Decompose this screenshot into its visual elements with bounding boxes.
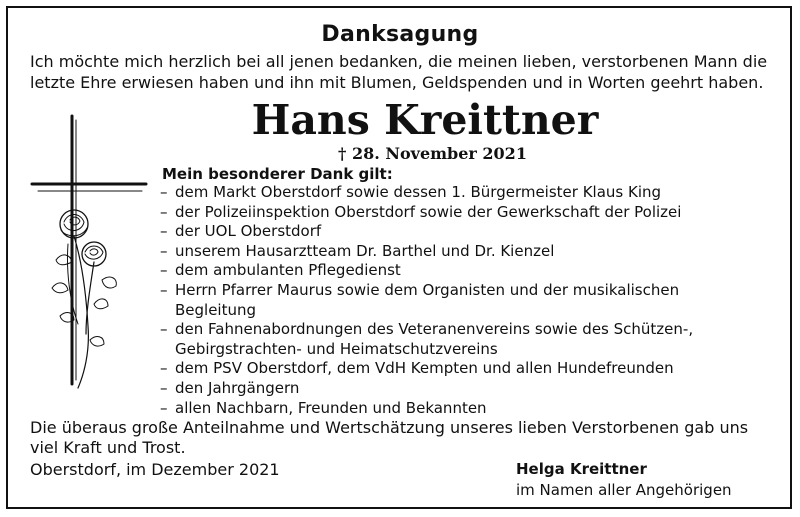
list-item-text: allen Nachbarn, Freunden und Bekannten [175, 398, 487, 417]
list-item-text: unserem Hausarztteam Dr. Barthel und Dr. Kienzel [175, 241, 555, 260]
list-item-text: den Fahnenabordnungen des Veteranenvereins sowie des Schützen-, Gebirgstrachten- und Heimatschutzvereins [175, 320, 694, 358]
place-date: Oberstdorf, im Dezember 2021 [30, 460, 280, 479]
list-item-text: dem ambulanten Pflegedienst [175, 261, 401, 280]
thanks-list [160, 183, 760, 418]
list-item-text: der Polizeiinspektion Oberstdorf sowie der Gewerkschaft der Polizei [175, 202, 682, 221]
deceased-name: Hans Kreittner [251, 96, 599, 144]
dash-bullet: – [160, 183, 168, 201]
list-item [160, 242, 760, 262]
dash-bullet: – [160, 280, 168, 299]
list-item [160, 379, 760, 399]
dash-bullet: – [160, 359, 168, 378]
dash-bullet: – [160, 202, 168, 221]
signer-name: Helga Kreittner [516, 460, 647, 478]
dash-bullet: – [160, 241, 168, 260]
list-item-text: dem PSV Oberstdorf, dem VdH Kempten und allen Hundefreunden [175, 359, 674, 378]
intro-text: Ich möchte mich herzlich bei all jenen bedanken, die meinen lieben, verstorbenen Mann die letzte Ehre erwiesen haben und ihn mit Blumen, Geldspenden und in Worten geehrt haben. [30, 52, 768, 92]
notice-heading: Danksagung [321, 22, 479, 47]
list-item-text: Herrn Pfarrer Maurus sowie dem Organisten und der musikalischen Begleitung [175, 280, 680, 319]
list-item [160, 261, 760, 281]
list-item [160, 399, 760, 419]
dash-bullet: – [160, 222, 168, 241]
list-item [160, 320, 760, 359]
list-item-text: den Jahrgängern [175, 378, 300, 397]
list-item [160, 183, 760, 203]
closing-text: Die überaus große Anteilnahme und Wertschätzung unseres lieben Verstorbenen gab uns viel Kraft und Trost. [30, 418, 749, 457]
dash-bullet: – [160, 320, 168, 339]
cross-with-roses-icon [28, 112, 148, 392]
list-item [160, 222, 760, 242]
list-item [160, 359, 760, 379]
dash-bullet: – [160, 378, 168, 397]
list-item [160, 281, 760, 320]
death-date: † 28. November 2021 [338, 144, 527, 163]
dash-bullet: – [160, 398, 168, 417]
list-item [160, 203, 760, 223]
list-item-text: dem Markt Oberstdorf sowie dessen 1. Bürgermeister Klaus King [175, 183, 662, 201]
signer-subtitle: im Namen aller Angehörigen [516, 481, 732, 499]
list-item-text: der UOL Oberstdorf [175, 222, 322, 241]
thanks-heading: Mein besonderer Dank gilt: [162, 165, 393, 183]
dash-bullet: – [160, 261, 168, 280]
